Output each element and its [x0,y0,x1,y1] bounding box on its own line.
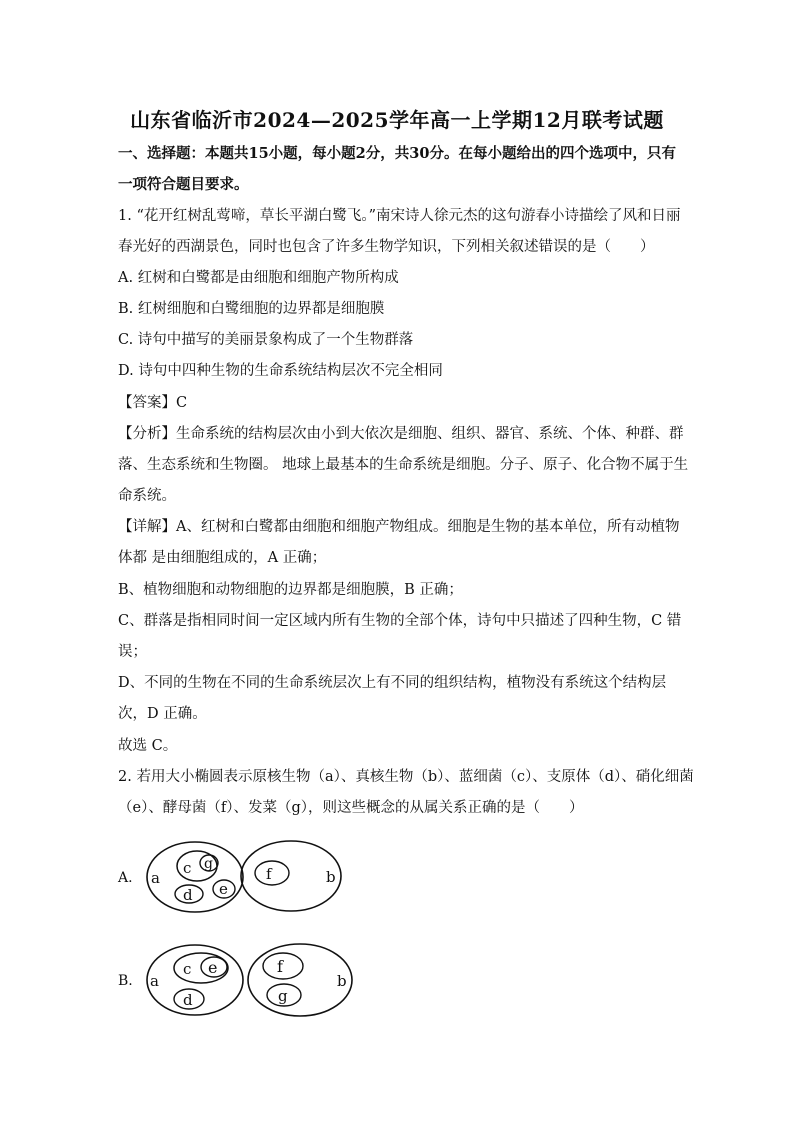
ellipse-b-label: b [326,868,336,886]
ellipse-g-label: g [204,856,213,872]
q1-stem-line-2: 春光好的西湖景色，同时也包含了许多生物学知识，下列相关叙述错误的是（ ） [118,239,655,255]
section-instruction-line-2: 一项符合题目要求。 [118,176,249,193]
ellipse-g-label: g [278,987,288,1005]
ellipse-f [263,953,303,979]
page-title: 山东省临沂市2024—2025学年高一上学期12月联考试题 [130,108,664,132]
section-instruction-line-1: 一、选择题：本题共15小题，每小题2分，共30分。在每小题给出的四个选项中，只有 [118,145,676,162]
ellipse-b-label: b [337,972,347,990]
q2-stem-line-1: 2. 若用大小椭圆表示原核生物（a）、真核生物（b）、蓝细菌（c）、支原体（d）、硝化细菌 [118,769,694,785]
ellipse-a-label: a [150,972,159,990]
q1-option-a: A. 红树和白鹭都是由细胞和细胞产物所构成 [118,270,399,286]
q1-detail-line-2: 体都 是由细胞组成的，A 正确； [118,550,327,566]
ellipse-c-label: c [183,960,192,978]
ellipse-c-label: c [183,859,192,877]
q1-analysis-line-1: 【分析】生命系统的结构层次由小到大依次是细胞、组织、器官、系统、个体、种群、群 [118,426,684,442]
q2-option-b-diagram [0,935,794,1030]
ellipse-d-label: d [183,991,193,1009]
q1-detail-line-3: B、植物细胞和动物细胞的边界都是细胞膜，B 正确； [118,582,463,598]
ellipse-e-label: e [208,958,218,977]
ellipse-a-label: a [151,869,160,887]
q1-conclusion: 故选 C。 [118,738,178,754]
q1-detail-line-1: 【详解】A、红树和白鹭都由细胞和细胞产物组成。细胞是生物的基本单位，所有动植物 [118,519,680,535]
q1-option-d: D. 诗句中四种生物的生命系统结构层次不完全相同 [118,363,443,379]
q1-analysis-line-2: 落、生态系统和生物圈。 地球上最基本的生命系统是细胞。分子、原子、化合物不属于生 [118,457,689,473]
q2-option-a-diagram [0,830,794,930]
q1-option-c: C. 诗句中描写的美丽景象构成了一个生物群落 [118,332,414,348]
q1-stem-line-1: 1. “花开红树乱莺啼，草长平湖白鹭飞。”南宋诗人徐元杰的这句游春小诗描绘了风和日丽 [118,208,681,224]
ellipse-f-label: f [277,957,283,976]
q1-option-b: B. 红树细胞和白鹭细胞的边界都是细胞膜 [118,301,385,317]
q1-answer: 【答案】C [118,395,188,411]
q1-detail-line-7: 次，D 正确。 [118,706,207,722]
ellipse-f-label: f [266,865,272,883]
option-b-label: B. [118,973,133,989]
q1-detail-line-5: 误； [118,644,147,660]
ellipse-e-label: e [219,880,228,898]
q1-detail-line-6: D、不同的生物在不同的生命系统层次上有不同的组织结构，植物没有系统这个结构层 [118,675,667,691]
ellipse-d-label: d [183,886,193,904]
ellipse-f [255,861,289,885]
option-a-label: A. [118,870,133,886]
q2-stem-line-2: （e）、酵母菌（f）、发菜（g），则这些概念的从属关系正确的是（ ） [118,800,584,816]
q1-analysis-line-3: 命系统。 [118,488,176,504]
ellipse-a [147,945,243,1015]
q1-detail-line-4: C、群落是指相同时间一定区域内所有生物的全部个体，诗句中只描述了四种生物，C 错 [118,613,682,629]
